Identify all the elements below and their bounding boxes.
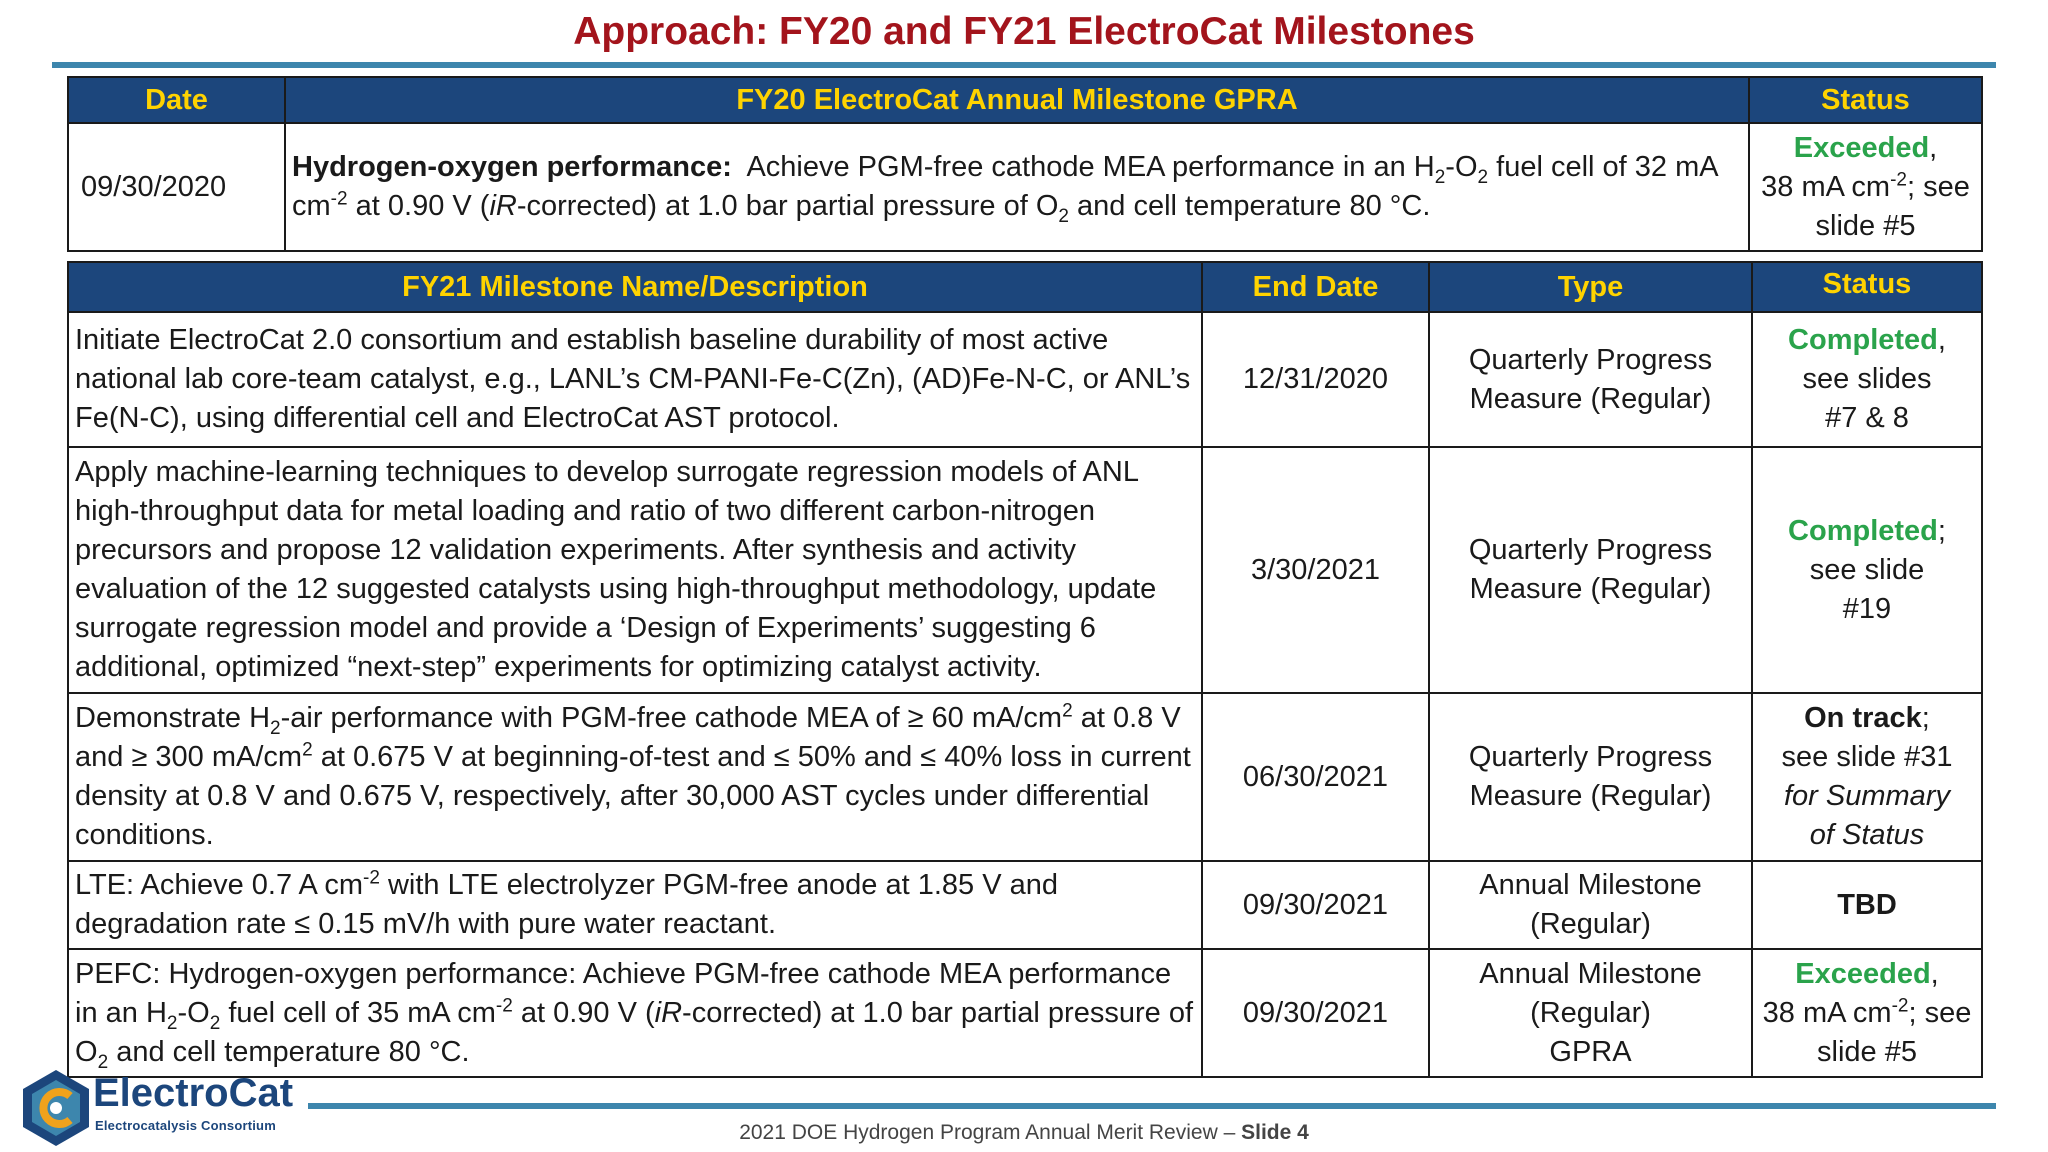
status-cell: On track; see slide #31 for Summary of Status (1752, 693, 1982, 861)
description-cell: PEFC: Hydrogen-oxygen performance: Achieve PGM-free cathode MEA performance in an $H_2-O_2$ fuel cell of 35 mA $cm^{-2}$ at 0.90 V (iR-corrected) at 1.0 bar partial pressure of $O_2$ and cell temperature 80 °C. (68, 949, 1202, 1077)
status-badge: Exceeded (1795, 957, 1931, 990)
electrocat-logo (20, 1068, 300, 1148)
fy21-milestone-table (67, 261, 1983, 1078)
status-cell: Exceeded, 38 mA $cm^{-2}$; see slide #5 (1749, 123, 1982, 251)
type-cell (1429, 949, 1752, 1077)
description-cell: Initiate ElectroCat 2.0 consortium and establish baseline durability of most active national lab core-team catalyst, e.g., LANL’s CM-PANI-Fe-C(Zn), (AD)Fe-N-C, or ANL’s Fe(N-C), using differential cell and ElectroCat AST protocol. (68, 312, 1202, 447)
description-cell: Demonstrate $H_2$-air performance with PGM-free cathode MEA of ≥ 60 $mA/cm^2$ at 0.8 V and ≥ 300 $mA/cm^2$ at 0.675 V at beginning-of-test and ≤ 50% and ≤ 40% loss in current density at 0.8 V and 0.675 V, respectively, after 30,000 AST cycles under differential conditions. (68, 693, 1202, 861)
description-cell: Apply machine-learning techniques to develop surrogate regression models of ANL high-throughput data for metal loading and ratio of two different carbon-nitrogen precursors and propose 12 validation experiments. After synthesis and activity evaluation of the 12 suggested catalysts using high-throughput methodology, update surrogate regression model and provide a ‘Design of Experiments’ suggesting 6 additional, optimized “next-step” experiments for optimizing catalyst activity. (68, 447, 1202, 693)
status-cell: Completed; see slide #19 (1752, 447, 1982, 693)
table-row (68, 949, 1982, 1077)
header-end-date: End Date (1202, 262, 1429, 312)
type-line: (Regular) (1530, 908, 1651, 940)
status-cell: Completed, see slides #7 & 8 (1752, 312, 1982, 447)
description-cell: LTE: Achieve 0.7 A $cm^{-2}$ with LTE electrolyzer PGM-free anode at 1.85 V and degradation rate ≤ 0.15 mV/h with pure water reactant. (68, 861, 1202, 949)
slide-footer (600, 1119, 1448, 1147)
status-detail: see slide #19 (1809, 553, 1925, 625)
fy20-milestone-table (67, 76, 1983, 252)
footer-divider (308, 1103, 1996, 1109)
header-type: Type (1429, 262, 1752, 312)
slide-title: Approach: FY20 and FY21 ElectroCat Milestones (573, 10, 1475, 53)
status-cell: Exceeded, 38 mA $cm^{-2}$; see slide #5 (1752, 949, 1982, 1077)
electrocat-hex-icon (20, 1068, 92, 1148)
milestone-cell (285, 123, 1749, 251)
milestone-heading: Hydrogen-oxygen performance: (292, 151, 732, 183)
table-row (68, 312, 1982, 447)
status-badge: TBD (1752, 861, 1982, 949)
end-date-cell: 3/30/2021 (1202, 447, 1429, 693)
status-note: for Summary of Status (1784, 780, 1950, 851)
type-line: Quarterly Progress (1468, 343, 1713, 376)
status-detail: see slide #31 (1781, 741, 1953, 773)
header-status: Status (1749, 77, 1982, 123)
end-date-cell: 12/31/2020 (1202, 312, 1429, 447)
status-badge: Completed (1788, 324, 1938, 356)
type-line: GPRA (1549, 1035, 1632, 1068)
table-row (68, 123, 1982, 251)
type-cell (1429, 693, 1752, 861)
type-cell (1429, 447, 1752, 693)
table-row (68, 861, 1982, 949)
end-date-cell: 09/30/2021 (1202, 949, 1429, 1077)
logo-wordmark: ElectroCat (93, 1071, 294, 1115)
type-line: Annual Milestone (1479, 957, 1702, 990)
end-date-cell: 06/30/2021 (1202, 693, 1429, 861)
header-milestone-name: FY21 Milestone Name/Description (68, 262, 1202, 312)
end-date-cell: 09/30/2021 (1202, 861, 1429, 949)
footer-text: 2021 DOE Hydrogen Program Annual Merit Review – (739, 1121, 1242, 1144)
type-cell (1429, 312, 1752, 447)
header-fy20-milestone: FY20 ElectroCat Annual Milestone GPRA (285, 77, 1749, 123)
type-line: (Regular) (1530, 996, 1651, 1029)
status-detail: 38 mA $cm^{-2}$; see slide #5 (1761, 168, 1970, 242)
header-date: Date (68, 77, 285, 123)
header-status: Status (1752, 262, 1982, 312)
logo-subtitle: Electrocatalysis Consortium (95, 1118, 276, 1133)
status-badge: Exceeded (1793, 131, 1930, 164)
status-badge: On track (1804, 702, 1922, 734)
type-line: Measure (Regular) (1469, 573, 1712, 605)
slide-number: Slide 4 (1241, 1121, 1309, 1144)
table-row (68, 447, 1982, 693)
type-line: Measure (Regular) (1469, 780, 1712, 812)
type-line: Measure (Regular) (1469, 382, 1712, 415)
fy21-header-row (68, 262, 1982, 312)
date-cell: 09/30/2020 (68, 123, 285, 251)
type-cell (1429, 861, 1752, 949)
status-badge: Completed (1788, 514, 1938, 547)
milestone-text: Achieve PGM-free cathode MEA performance in an $H_2-O_2$ fuel cell of 32 mA $cm^{-2}$ at 0.90 V (iR-corrected) at 1.0 bar partial pressure of $O_2$ and cell temperature 80 °C. (292, 151, 1717, 227)
status-detail: see slides #7 & 8 (1802, 363, 1932, 434)
type-line: Annual Milestone (1479, 869, 1702, 901)
table-row (68, 693, 1982, 861)
status-detail: 38 mA $cm^{-2}$; see slide #5 (1762, 994, 1972, 1068)
type-line: Quarterly Progress (1468, 741, 1713, 773)
fy20-header-row (68, 77, 1982, 123)
title-divider (52, 62, 1996, 68)
type-line: Quarterly Progress (1468, 534, 1713, 566)
